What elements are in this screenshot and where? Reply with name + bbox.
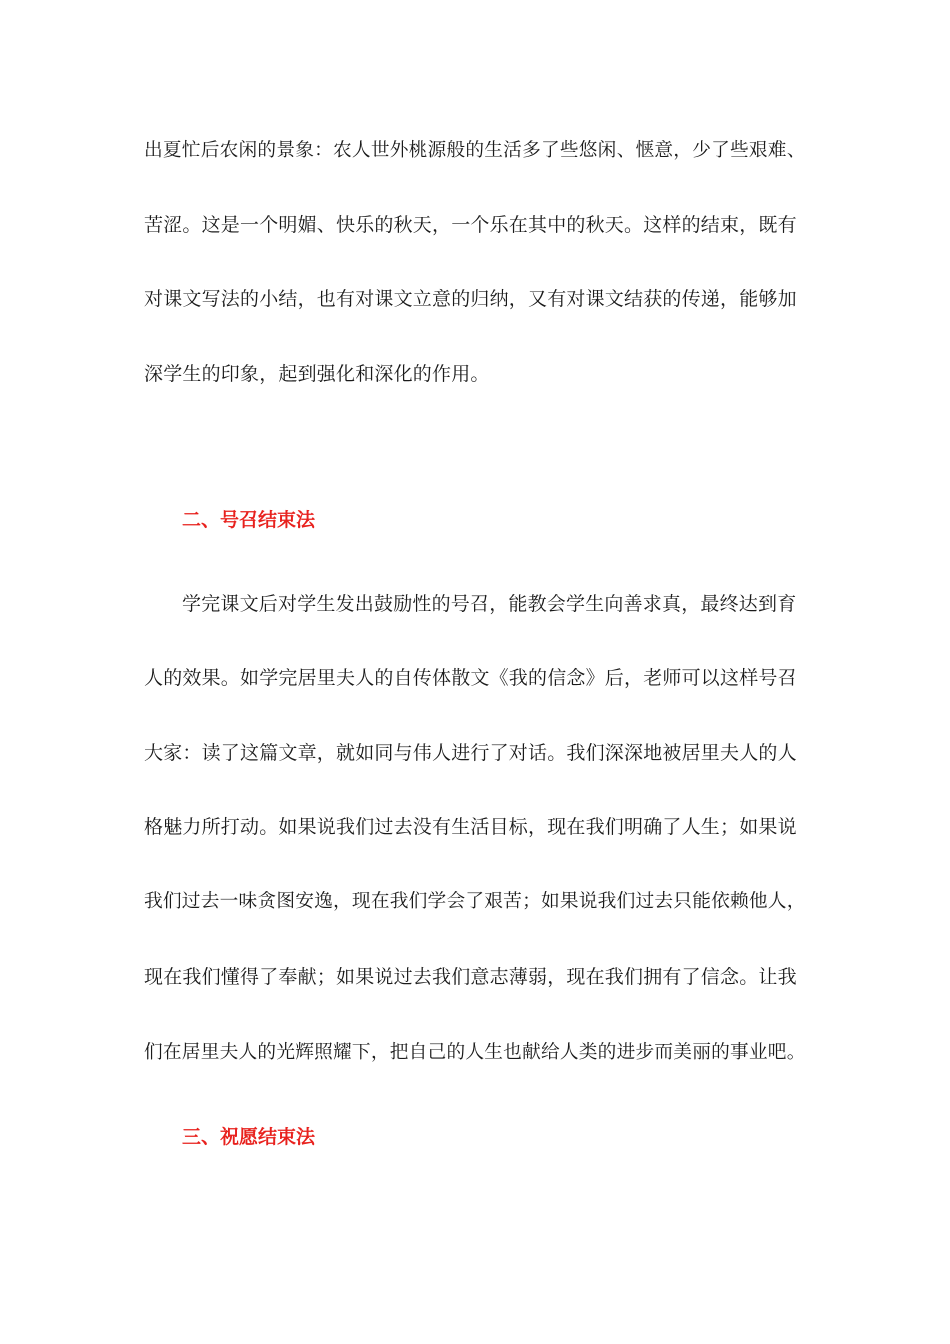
- text-line: 对课文写法的小结，也有对课文立意的归纳，又有对课文结获的传递，能够加: [144, 288, 797, 310]
- text-line: 格魅力所打动。如果说我们过去没有生活目标，现在我们明确了人生；如果说: [144, 816, 797, 838]
- text-line: 们在居里夫人的光辉照耀下，把自己的人生也献给人类的进步而美丽的事业吧。: [144, 1042, 806, 1063]
- text-line: 现在我们懂得了奉献；如果说过去我们意志薄弱，现在我们拥有了信念。让我: [144, 966, 797, 988]
- text-line: 学完课文后对学生发出鼓励性的号召，能教会学生向善求真，最终达到育: [182, 593, 797, 615]
- section-heading-3: 三、祝愿结束法: [182, 1126, 316, 1148]
- text-line: 我们过去一味贪图安逸，现在我们学会了艰苦；如果说我们过去只能依赖他人，: [144, 891, 806, 912]
- section-heading-2: 二、号召结束法: [182, 509, 316, 531]
- text-line: 出夏忙后农闲的景象：农人世外桃源般的生活多了些悠闲、惬意，少了些艰难、: [144, 140, 806, 161]
- text-line: 人的效果。如学完居里夫人的自传体散文《我的信念》后，老师可以这样号召: [144, 667, 797, 689]
- text-line: 大家：读了这篇文章，就如同与伟人进行了对话。我们深深地被居里夫人的人: [144, 742, 797, 764]
- text-line: 深学生的印象，起到强化和深化的作用。: [144, 363, 490, 385]
- text-line: 苦涩。这是一个明媚、快乐的秋天，一个乐在其中的秋天。这样的结束，既有: [144, 214, 797, 236]
